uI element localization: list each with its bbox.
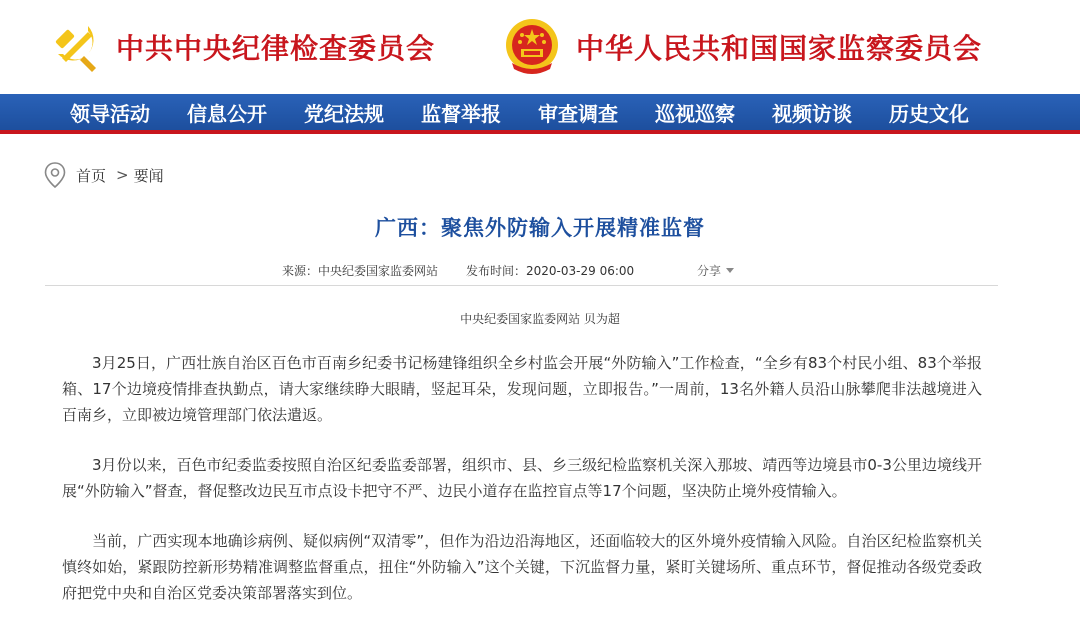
- nav-item-info[interactable]: 信息公开: [187, 101, 267, 126]
- nav-item-regulations[interactable]: 党纪法规: [304, 101, 384, 126]
- article-paragraph: 3月份以来，百色市纪委监委按照自治区纪委监委部署，组织市、县、乡三级纪检监察机关深入那坡、靖西等边境县市0-3公里边境线开展“外防输入”督查，督促整改边民互市点设卡把守不严、边民小道存在监控盲点等17个问题，坚决防止境外疫情输入。: [62, 456, 982, 500]
- location-pin-icon: [44, 162, 66, 188]
- nav-item-inspection[interactable]: 巡视巡察: [655, 101, 735, 126]
- article-byline: 中央纪委国家监委网站 贝为超: [460, 312, 620, 326]
- nav-item-leadership[interactable]: 领导活动: [70, 101, 150, 126]
- article-meta: [282, 262, 662, 279]
- nsc-brand[interactable]: [500, 8, 982, 86]
- nav-item-video[interactable]: 视频访谈: [772, 101, 852, 126]
- nav-list: [0, 94, 1080, 130]
- article-paragraph: 3月25日，广西壮族自治区百色市百南乡纪委书记杨建锋组织全乡村监会开展“外防输入”工作检查，“全乡有83个村民小组、83个举报箱、17个边境疫情排查执勤点，请大家继续睁大眼睛，竖起耳朵，发现问题，立即报告。”一周前，13名外籍人员沿山脉攀爬非法越境进入百南乡，立即被边境管理部门依法遣返。: [62, 354, 982, 424]
- breadcrumb-separator: >: [116, 166, 129, 184]
- nav-item-investigation[interactable]: 审查调查: [538, 101, 618, 126]
- ccdi-name: 中共中央纪律检查委员会: [116, 32, 436, 65]
- nsc-name: 中华人民共和国国家监察委员会: [576, 32, 983, 65]
- site-header: [0, 0, 1080, 94]
- breadcrumb-home-link[interactable]: 首页: [76, 166, 107, 185]
- article-publish-time: 发布时间：2020-03-29 06:00: [466, 264, 635, 278]
- caret-down-icon: [726, 268, 734, 273]
- meta-divider: [45, 285, 998, 286]
- article-area: [0, 134, 1080, 620]
- nav-item-history[interactable]: 历史文化: [889, 101, 969, 126]
- party-emblem-icon: [48, 18, 106, 76]
- ccdi-brand[interactable]: [48, 8, 435, 86]
- article-source: 来源：中央纪委国家监委网站: [282, 264, 439, 278]
- nav-item-reporting[interactable]: 监督举报: [421, 101, 501, 126]
- share-button[interactable]: [697, 262, 734, 279]
- article-title: 广西：聚焦外防输入开展精准监督: [375, 216, 705, 240]
- article-paragraph: 当前，广西实现本地确诊病例、疑似病例“双清零”，但作为沿边沿海地区，还面临较大的区外境外疫情输入风险。自治区纪检监察机关慎终如始，紧跟防控新形势精准调整监督重点，扭住“外防输入”这个关键，下沉监督力量，紧盯关键场所、重点环节，督促推动各级党委政府把党中央和自治区党委决策部署落实到位。: [62, 532, 982, 602]
- breadcrumb: [44, 162, 164, 188]
- share-label: 分享: [697, 264, 722, 278]
- national-emblem-icon: [500, 15, 564, 79]
- breadcrumb-current[interactable]: 要闻: [133, 166, 164, 185]
- main-nav: [0, 94, 1080, 134]
